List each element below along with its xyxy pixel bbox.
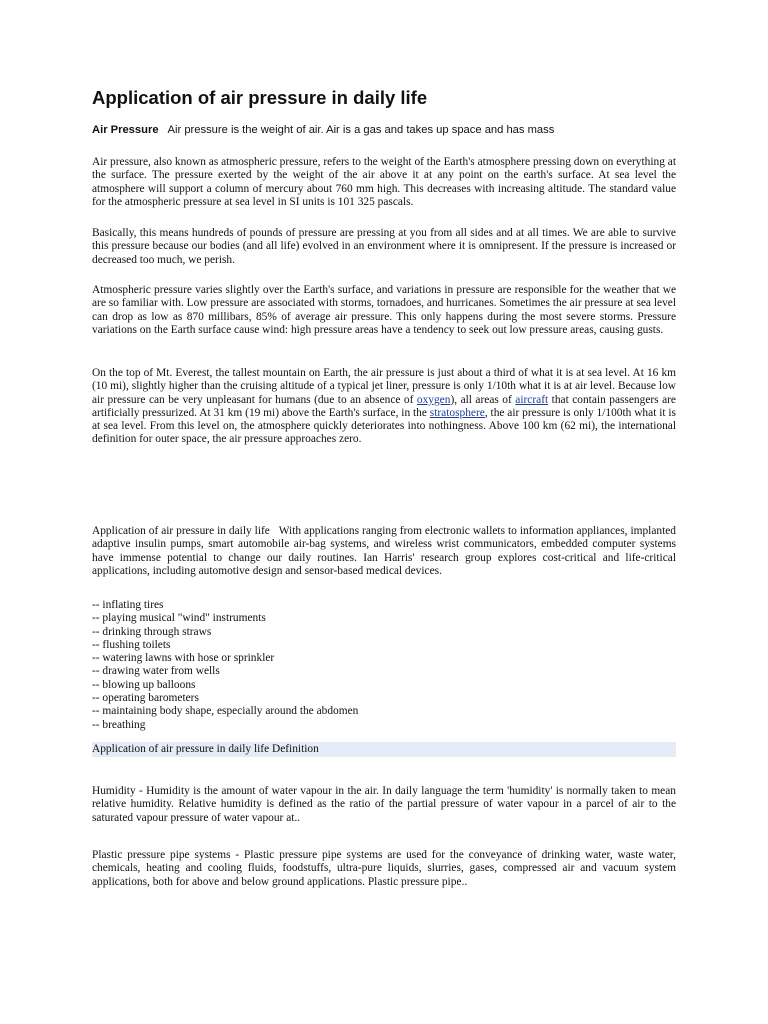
- paragraph-everest: [92, 367, 676, 447]
- list-item: -- watering lawns with hose or sprinkler: [92, 652, 275, 665]
- list-item: -- playing musical "wind" instruments: [92, 612, 266, 625]
- list-item: -- blowing up balloons: [92, 678, 196, 691]
- lead-text: Air pressure is the weight of air. Air is a gas and takes up space and has mass: [167, 124, 555, 136]
- lead-line: [92, 124, 554, 136]
- oxygen-link[interactable]: oxygen: [416, 393, 451, 406]
- applications-list: [92, 599, 676, 732]
- everest-text-3: that contain passengers are artificially pressurized. At 31 km (19 mi) above the Earth's surface, in the: [92, 393, 676, 419]
- stratosphere-link[interactable]: stratosphere: [429, 406, 485, 419]
- definition-heading: Application of air pressure in daily life Definition: [92, 742, 676, 757]
- list-item: -- drawing water from wells: [92, 665, 220, 678]
- everest-text-4: , the air pressure is only 1/100th what it is at sea level. From this level on, the atmosphere quickly deteriorates into nothingness. Above 100 km (62 mi), the international definition for outer space, the air pressure approaches zero.: [92, 406, 676, 446]
- paragraph-plastic-pipe: Plastic pressure pipe systems - Plastic pressure pipe systems are used for the conveyance of drinking water, waste water, chemicals, heating and cooling fluids, foodstuffs, ultra-pure liquids, slurries, gases, compressed air and vacuum system applications, both for above and below ground applications. Plastic pressure pipe..: [92, 849, 676, 888]
- paragraph-humidity: Humidity - Humidity is the amount of water vapour in the air. In daily language the term 'humidity' is normally taken to mean relative humidity. Relative humidity is defined as the ratio of the partial pressure of water vapour in a parcel of air to the saturated vapour pressure of water vapour at..: [92, 785, 676, 824]
- list-item: -- breathing: [92, 718, 146, 731]
- everest-text-2: ), all areas of: [450, 393, 516, 406]
- paragraph-applications: Application of air pressure in daily life With applications ranging from electronic wallets to information appliances, implanted adaptive insulin pumps, smart automobile air-bag systems, and wireless wrist communicators, embedded computer systems have immense potential to change our daily routines. Ian Harris' research group explores cost-critical and life-critical applications, including automotive design and sensor-based medical devices.: [92, 525, 676, 577]
- list-item: -- flushing toilets: [92, 638, 171, 651]
- paragraph-atmospheric-variation: Atmospheric pressure varies slightly over the Earth's surface, and variations in pressure are responsible for the weather that we are so familiar with. Low pressure are associated with storms, tornadoes, and hurricanes. Sometimes the air pressure at sea level can drop as low as 870 millibars, 85% of average air pressure. This only happens during the most severe storms. Pressure variations on the Earth surface cause wind: high pressure areas have a tendency to seek out low pressure areas, causing gusts.: [92, 284, 676, 336]
- list-item: -- drinking through straws: [92, 625, 212, 638]
- lead-label: Air Pressure: [92, 124, 159, 136]
- list-item: -- maintaining body shape, especially around the abdomen: [92, 705, 359, 718]
- paragraph-air-pressure: Air pressure, also known as atmospheric pressure, refers to the weight of the Earth's atmosphere pressing down on everything at the surface. The pressure exerted by the weight of the air above it at any point on the earth's surface. At sea level the atmosphere will support a column of mercury about 760 mm high. This decreases with increasing altitude. The standard value for the atmospheric pressure at sea level in SI units is 101 325 pascals.: [92, 156, 676, 208]
- aircraft-link[interactable]: aircraft: [515, 393, 549, 406]
- page-title: Application of air pressure in daily life: [92, 87, 428, 108]
- list-item: -- operating barometers: [92, 692, 199, 705]
- everest-text-1: On the top of Mt. Everest, the tallest mountain on Earth, the air pressure is just about a third of what it is at sea level. At 16 km (10 mi), slightly higher than the cruising altitude of a typical jet liner, pressure is only 1/10th what it is at air level. Because low air pressure can be very unpleasant for humans (due to an absence of: [92, 367, 676, 406]
- paragraph-basically: Basically, this means hundreds of pounds of pressure are pressing at you from all sides and at all times. We are able to survive this pressure because our bodies (and all life) evolved in an environment where it is omnipresent. If the pressure is increased or decreased too much, we perish.: [92, 227, 676, 266]
- list-item: -- inflating tires: [92, 599, 164, 611]
